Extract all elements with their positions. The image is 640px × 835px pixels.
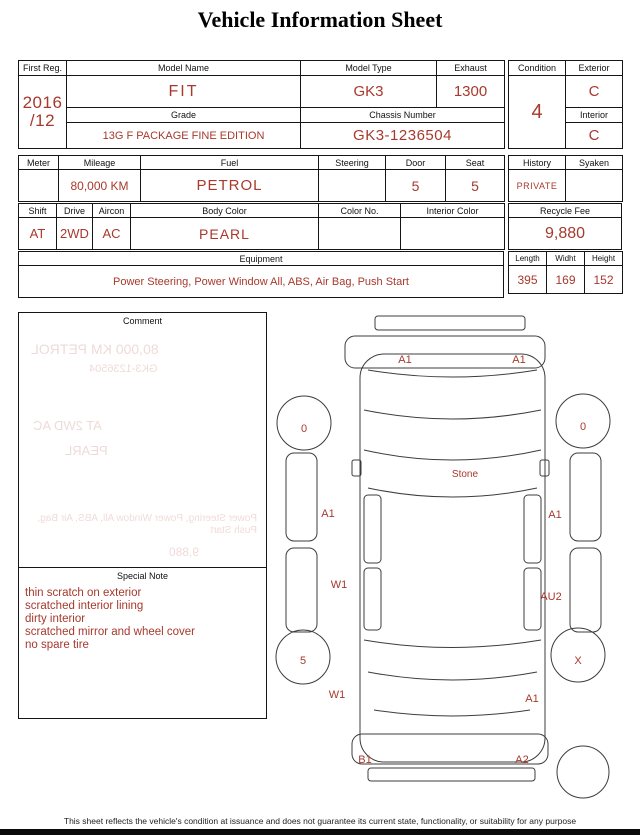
seat-value: 5	[446, 170, 505, 202]
height-value: 152	[585, 266, 623, 294]
special-note-box	[18, 567, 267, 719]
damage-mark: X	[574, 655, 582, 667]
ghost-text: AT 2WD AC	[33, 418, 102, 433]
damage-mark: A1	[525, 693, 539, 705]
damage-mark: AU2	[540, 591, 562, 603]
fuel-value: PETROL	[141, 170, 319, 202]
condition-value: 4	[509, 76, 566, 149]
damage-mark: A1	[321, 508, 335, 520]
special-note-line: scratched interior lining	[25, 600, 144, 612]
hood-rear-line	[364, 410, 541, 419]
first-reg-label: First Reg.	[19, 61, 67, 76]
bottom-bar	[0, 829, 640, 835]
model-name-label: Model Name	[67, 61, 301, 76]
model-name-value: FIT	[67, 76, 301, 108]
comment-label: Comment	[122, 316, 162, 326]
special-note-line: scratched mirror and wheel cover	[25, 626, 196, 638]
specs-table-row2	[18, 203, 505, 250]
damage-mark: 5	[299, 655, 307, 667]
right-front-window	[524, 495, 541, 563]
history-value: PRIVATE	[509, 170, 566, 202]
damage-mark: A1	[512, 354, 526, 366]
left-front-window	[364, 495, 381, 563]
aircon-value: AC	[93, 218, 131, 250]
syaken-label: Syaken	[566, 156, 623, 170]
specs-table-row1	[18, 155, 505, 202]
body-color-value: PEARL	[131, 218, 319, 250]
windshield-top-line	[364, 450, 541, 460]
right-front-door-panel	[570, 453, 601, 541]
exterior-label: Exterior	[566, 61, 623, 76]
first-reg-month: /12	[29, 111, 56, 130]
equipment-value: Power Steering, Power Window All, ABS, Air Bag, Push Start	[19, 266, 504, 298]
interior-label: Interior	[566, 108, 623, 123]
special-note-line: dirty interior	[25, 613, 86, 625]
steering-value	[319, 170, 386, 202]
seat-label: Seat	[446, 156, 505, 170]
color-no-label: Color No.	[319, 204, 401, 218]
shift-label: Shift	[19, 204, 57, 218]
interior-color-label: Interior Color	[401, 204, 505, 218]
comment-box	[18, 312, 267, 569]
drive-label: Drive	[57, 204, 93, 218]
damage-mark: Stone	[451, 469, 479, 480]
mileage-value: 80,000 KM	[59, 170, 141, 202]
length-label: Length	[509, 252, 547, 266]
first-reg-value	[19, 76, 67, 149]
damage-mark: 0	[579, 421, 587, 433]
recycle-fee-table	[508, 203, 622, 250]
ghost-text: 80,000 KM PETROL	[31, 341, 159, 357]
body-color-label: Body Color	[131, 204, 319, 218]
spare-wheel	[557, 746, 609, 798]
right-rear-window	[524, 568, 541, 630]
ghost-text: GK3-1236504	[89, 363, 158, 375]
special-note-list	[19, 581, 266, 652]
damage-mark: A1	[548, 509, 562, 521]
syaken-value	[566, 170, 623, 202]
chassis-number-label: Chassis Number	[301, 108, 505, 123]
condition-table	[508, 60, 623, 149]
aircon-label: Aircon	[93, 204, 131, 218]
footer-disclaimer: This sheet reflects the vehicle's condition at issuance and does not guarantee its current state, functionality, or suitability for any purpose	[63, 816, 577, 826]
ghost-text: 9,880	[169, 545, 200, 559]
damage-mark: W1	[330, 579, 348, 591]
dimensions-table	[508, 251, 623, 294]
steering-label: Steering	[319, 156, 386, 170]
special-note-line: no spare tire	[25, 639, 89, 651]
left-rear-window	[364, 568, 381, 630]
shift-value: AT	[19, 218, 57, 250]
history-label: History	[509, 156, 566, 170]
fuel-label: Fuel	[141, 156, 319, 170]
width-value: 169	[547, 266, 585, 294]
meter-value	[19, 170, 59, 202]
length-value: 395	[509, 266, 547, 294]
equipment-label: Equipment	[19, 252, 504, 266]
car-body	[360, 354, 545, 762]
front-rack	[375, 316, 525, 330]
windshield-bottom-line	[368, 488, 537, 497]
condition-label: Condition	[509, 61, 566, 76]
exhaust-value: 1300	[437, 76, 505, 108]
ghost-text: PEARL	[65, 443, 108, 458]
interior-grade-value: C	[566, 123, 623, 149]
interior-color-value	[401, 218, 505, 250]
equipment-table	[18, 251, 504, 298]
grade-label: Grade	[67, 108, 301, 123]
damage-mark: 0	[300, 423, 308, 435]
drive-value: 2WD	[57, 218, 93, 250]
grade-value: 13G F PACKAGE FINE EDITION	[67, 123, 301, 149]
car-diagram	[268, 310, 633, 800]
chassis-number-value: GK3-1236504	[301, 123, 505, 149]
rear-window-line	[368, 672, 537, 680]
ghost-text: Power Steering, Power Window All, ABS, Air Bag, Push Start	[37, 513, 257, 536]
trunk-line	[374, 710, 530, 716]
door-value: 5	[386, 170, 446, 202]
damage-mark: W1	[328, 689, 346, 701]
rear-sill	[368, 768, 535, 781]
special-note-label: Special Note	[116, 571, 169, 581]
exterior-grade-value: C	[566, 76, 623, 108]
exhaust-label: Exhaust	[437, 61, 505, 76]
height-label: Height	[585, 252, 623, 266]
first-reg-year: 2016	[22, 93, 63, 112]
damage-mark: B1	[358, 754, 372, 766]
model-type-label: Model Type	[301, 61, 437, 76]
history-table	[508, 155, 623, 202]
recycle-fee-label: Recycle Fee	[509, 204, 622, 218]
color-no-value	[319, 218, 401, 250]
right-rear-door-panel	[570, 548, 601, 632]
model-type-value: GK3	[301, 76, 437, 108]
registration-table	[18, 60, 505, 149]
left-front-door-panel	[286, 453, 317, 541]
hood-front-line	[368, 370, 537, 377]
left-rear-door-panel	[286, 548, 317, 632]
recycle-fee-value: 9,880	[509, 218, 622, 250]
roof-rear-line	[364, 640, 541, 648]
width-label: Widht	[547, 252, 585, 266]
damage-mark: A2	[515, 754, 529, 766]
damage-mark: A1	[398, 354, 412, 366]
meter-label: Meter	[19, 156, 59, 170]
mileage-label: Mileage	[59, 156, 141, 170]
special-note-line: thin scratch on exterior	[25, 587, 142, 599]
door-label: Door	[386, 156, 446, 170]
page-title: Vehicle Information Sheet	[197, 7, 443, 32]
